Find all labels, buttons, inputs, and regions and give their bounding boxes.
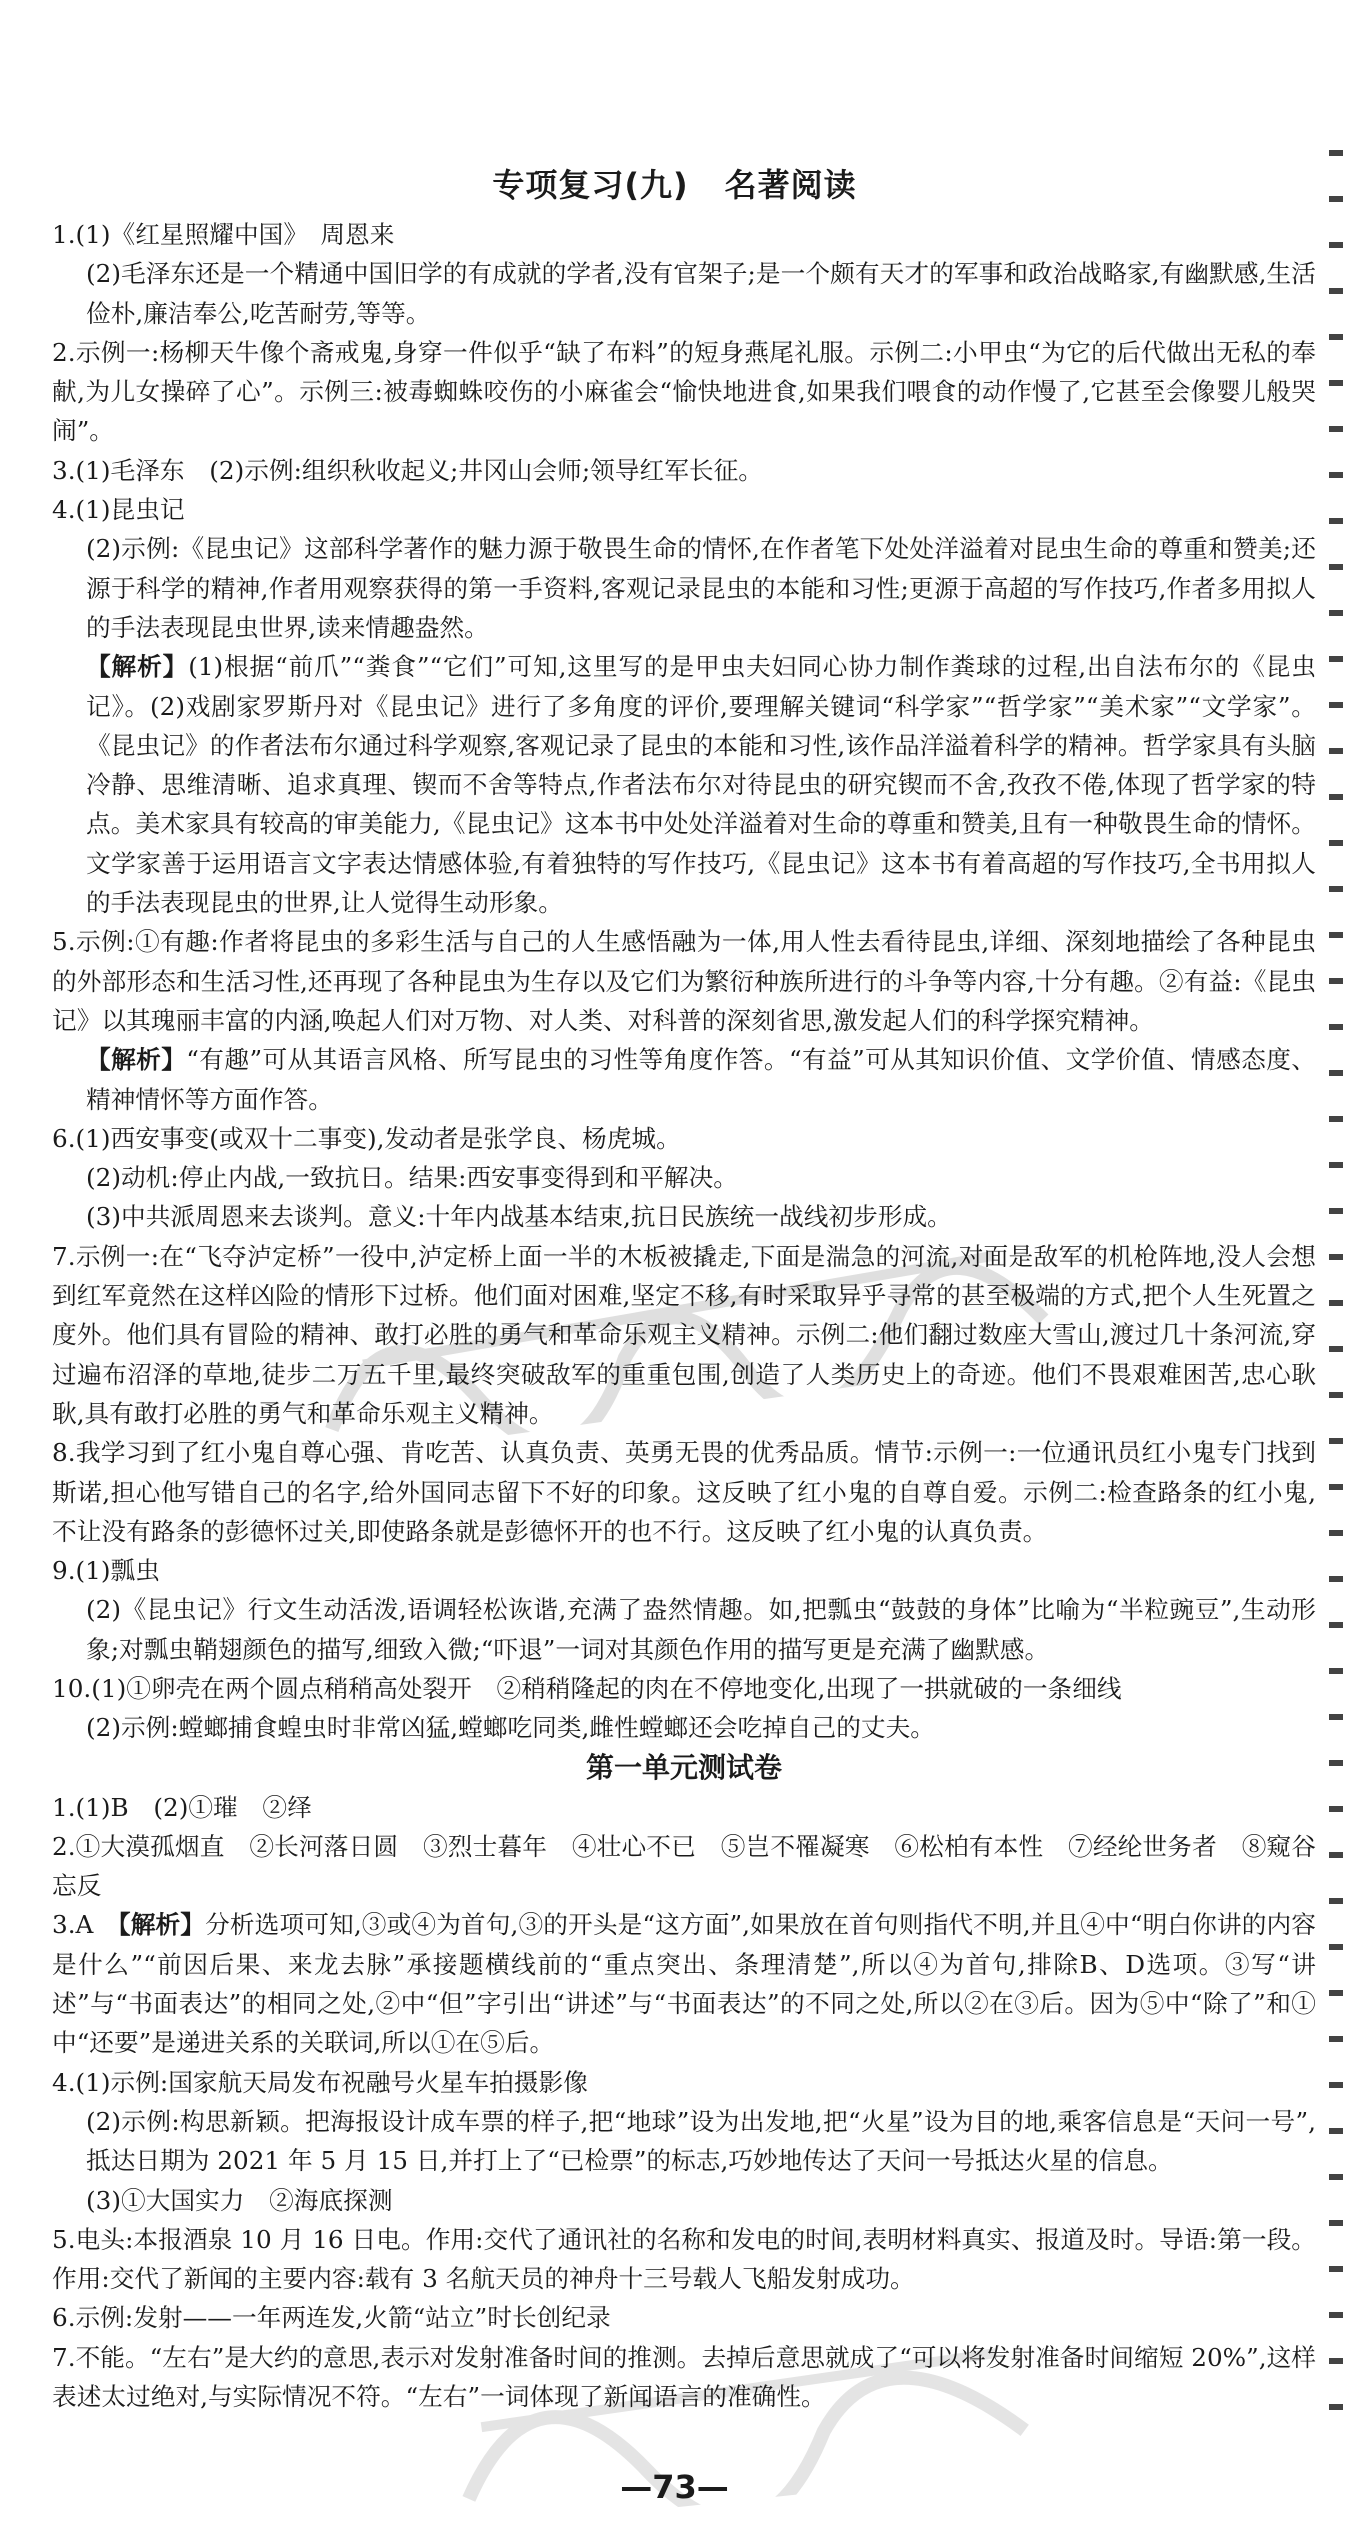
answer-line [52, 1040, 1316, 1119]
answer-line [52, 1905, 1316, 2062]
answer-text: 10.(1)①卵壳在两个圆点稍稍高处裂开 ②稍稍隆起的肉在不停地变化,出现了一拱就破的一条细线 [52, 1673, 1122, 1703]
title-main: 专项复习(九) [492, 166, 689, 204]
answer-line [52, 647, 1316, 922]
answer-text: “有趣”可从其语言风格、所写昆虫的习性等角度作答。“有益”可从其知识价值、文学价值、情感态度、精神情怀等方面作答。 [86, 1045, 1316, 1114]
analysis-label: 【解析】 [86, 1045, 187, 1075]
answer-line [52, 254, 1316, 333]
answer-text: 4.(1)示例:国家航天局发布祝融号火星车拍摄影像 [52, 2067, 588, 2097]
answer-line [52, 2181, 1316, 2220]
answer-line [52, 2102, 1316, 2181]
answer-text: 5.示例:①有趣:作者将昆虫的多彩生活与自己的人生感悟融为一体,用人性去看待昆虫,详细、深刻地描绘了各种昆虫的外部形态和生活习性,还再现了各种昆虫为生存以及它们为繁衍种族所进行的斗争等内容,十分有趣。②有益:《昆虫记》以其瑰丽丰富的内涵,唤起人们对万物、对人类、对科普的深刻省思,激发起人们的科学探究精神。 [52, 927, 1316, 1035]
answer-text: 6.示例:发射——一年两连发,火箭“站立”时长创纪录 [52, 2303, 611, 2333]
answer-text: 2.示例一:杨柳天牛像个斋戒鬼,身穿一件似乎“缺了布料”的短身燕尾礼服。示例二:小甲虫“为它的后代做出无私的奉献,为儿女操碎了心”。示例三:被毒蜘蛛咬伤的小麻雀会“愉快地进食,如果我们喂食的动作慢了,它甚至会像婴儿般哭闹”。 [52, 337, 1316, 446]
answer-text: 1.(1)B (2)①璀 ②绎 [52, 1792, 312, 1822]
analysis-label: 【解析】 [86, 652, 189, 682]
answer-text: 3.(1)毛泽东 (2)示例:组织秋收起义;井冈山会师;领导红军长征。 [52, 455, 763, 485]
answer-text: (2)动机:停止内战,一致抗日。结果:西安事变得到和平解决。 [86, 1163, 738, 1193]
answer-line [52, 922, 1316, 1040]
answer-text: 5.电头:本报酒泉 10 月 16 日电。作用:交代了通讯社的名称和发电的时间,表明材料真实、报道及时。导语:第一段。作用:交代了新闻的主要内容:载有 3 名航天员的神舟十三号载人飞船发射成功。 [52, 2224, 1316, 2294]
answer-line [52, 490, 1316, 529]
answer-text: (2)毛泽东还是一个精通中国旧学的有成就的学者,没有官架子;是一个颇有天才的军事和政治战略家,有幽默感,生活俭朴,廉洁奉公,吃苦耐劳,等等。 [86, 259, 1316, 328]
answer-text: 4.(1)昆虫记 [52, 495, 185, 525]
answer-line [52, 2063, 1316, 2102]
answer-text: 2.①大漠孤烟直 ②长河落日圆 ③烈士暮年 ④壮心不已 ⑤岂不罹凝寒 ⑥松柏有本性 ⑦经纶世务者 ⑧窥谷忘反 [52, 1831, 1316, 1901]
answer-text: (2)示例:构思新颖。把海报设计成车票的样子,把“地球”设为出发地,把“火星”设为目的地,乘客信息是“天问一号”,抵达日期为 2021 年 5 月 15 日,并打上了“已检票”的标志,巧妙地传达了天问一号抵达火星的信息。 [86, 2106, 1316, 2176]
answer-text: (1)根据“前爪”“粪食”“它们”可知,这里写的是甲虫夫妇同心协力制作粪球的过程,出自法布尔的《昆虫记》。(2)戏剧家罗斯丹对《昆虫记》进行了多角度的评价,要理解关键词“科学家”“哲学家”“美术家”“文学家”。《昆虫记》的作者法布尔通过科学观察,客观记录了昆虫的本能和习性,该作品洋溢着科学的精神。哲学家具有头脑冷静、思维清晰、追求真理、锲而不舍等特点,作者法布尔对待昆虫的研究锲而不舍,孜孜不倦,体现了哲学家的特点。美术家具有较高的审美能力,《昆虫记》这本书中处处洋溢着对生命的尊重和赞美,且有一种敬畏生命的情怀。文学家善于运用语言文字表达情感体验,有着独特的写作技巧,《昆虫记》这本书有着高超的写作技巧,全书用拟人的手法表现昆虫的世界,让人觉得生动形象。 [86, 652, 1316, 918]
page-number: —73— [620, 2468, 729, 2506]
answer-text: 7.示例一:在“飞夺泸定桥”一役中,泸定桥上面一半的木板被撬走,下面是湍急的河流,对面是敌军的机枪阵地,没人会想到红军竟然在这样凶险的情形下过桥。他们面对困难,坚定不移,有时采取异乎寻常的甚至极端的方式,把个人生死置之度外。他们具有冒险的精神、敢打必胜的勇气和革命乐观主义精神。示例二:他们翻过数座大雪山,渡过几十条河流,穿过遍布沼泽的草地,徒步二万五千里,最终突破敌军的重重包围,创造了人类历史上的奇迹。他们不畏艰难困苦,忠心耿耿,具有敢打必胜的勇气和革命乐观主义精神。 [52, 1241, 1316, 1428]
answer-text: 7.不能。“左右”是大约的意思,表示对发射准备时间的推测。去掉后意思就成了“可以将发射准备时间缩短 20%”,这样表述太过绝对,与实际情况不符。“左右”一词体现了新闻语言的准确性。 [52, 2342, 1316, 2412]
binding-edge-marks [1329, 150, 1343, 2450]
section-title: 第一单元测试卷 [585, 1750, 782, 1784]
answer-line [52, 1433, 1316, 1551]
answer-text: 9.(1)瓢虫 [52, 1556, 160, 1586]
answer-line [52, 529, 1316, 647]
answer-line [52, 215, 1316, 254]
answer-line [52, 1827, 1316, 1906]
answer-lead: 3.A [52, 1910, 119, 1940]
answer-text: (2)《昆虫记》行文生动活泼,语调轻松诙谐,充满了盎然情趣。如,把瓢虫“鼓鼓的身体”比喻为“半粒豌豆”,生动形象;对瓢虫鞘翅颜色的描写,细致入微;“吓退”一词对其颜色作用的描写更是充满了幽默感。 [86, 1595, 1316, 1664]
answer-text: (2)示例:螳螂捕食蝗虫时非常凶猛,螳螂吃同类,雌性螳螂还会吃掉自己的丈夫。 [86, 1713, 935, 1743]
answer-line [52, 1590, 1316, 1669]
analysis-label: 【解析】 [118, 1910, 206, 1940]
page-title [0, 160, 1349, 206]
answer-line [52, 451, 1316, 490]
answer-text: (3)中共派周恩来去谈判。意义:十年内战基本结束,抗日民族统一战线初步形成。 [86, 1202, 952, 1232]
answer-line [52, 2220, 1316, 2299]
answer-line [52, 333, 1316, 451]
answer-line [52, 1708, 1316, 1747]
answer-line [52, 1788, 1316, 1827]
title-sub: 名著阅读 [724, 166, 857, 204]
answer-text: 6.(1)西安事变(或双十二事变),发动者是张学良、杨虎城。 [52, 1123, 681, 1153]
answer-line [52, 1158, 1316, 1197]
answer-text: (2)示例:《昆虫记》这部科学著作的魅力源于敬畏生命的情怀,在作者笔下处处洋溢着对昆虫生命的尊重和赞美;还源于科学的精神,作者用观察获得的第一手资料,客观记录昆虫的本能和习性;更源于高超的写作技巧,作者多用拟人的手法表现昆虫世界,读来情趣盎然。 [86, 534, 1316, 642]
answer-text: 分析选项可知,③或④为首句,③的开头是“这方面”,如果放在首句则指代不明,并且④中“明白你讲的内容是什么”“前因后果、来龙去脉”承接题横线前的“重点突出、条理清楚”,所以④为首句,排除B、D选项。③写“讲述”与“书面表达”的相同之处,②中“但”字引出“讲述”与“书面表达”的不同之处,所以②在③后。因为⑤中“除了”和①中“还要”是递进关系的关联词,所以①在⑤后。 [52, 1910, 1316, 2058]
answer-text: 1.(1)《红星照耀中国》 周恩来 [52, 220, 395, 249]
answer-text: (3)①大国实力 ②海底探测 [86, 2185, 393, 2215]
answer-line [52, 1551, 1316, 1590]
answer-text: 8.我学习到了红小鬼自尊心强、肯吃苦、认真负责、英勇无畏的优秀品质。情节:示例一:一位通讯员红小鬼专门找到斯诺,担心他写错自己的名字,给外国同志留下不好的印象。这反映了红小鬼的自尊自爱。示例二:检查路条的红小鬼,不让没有路条的彭德怀过关,即使路条就是彭德怀开的也不行。这反映了红小鬼的认真负责。 [52, 1438, 1316, 1546]
answer-line [52, 1119, 1316, 1158]
answer-line [52, 1669, 1316, 1708]
